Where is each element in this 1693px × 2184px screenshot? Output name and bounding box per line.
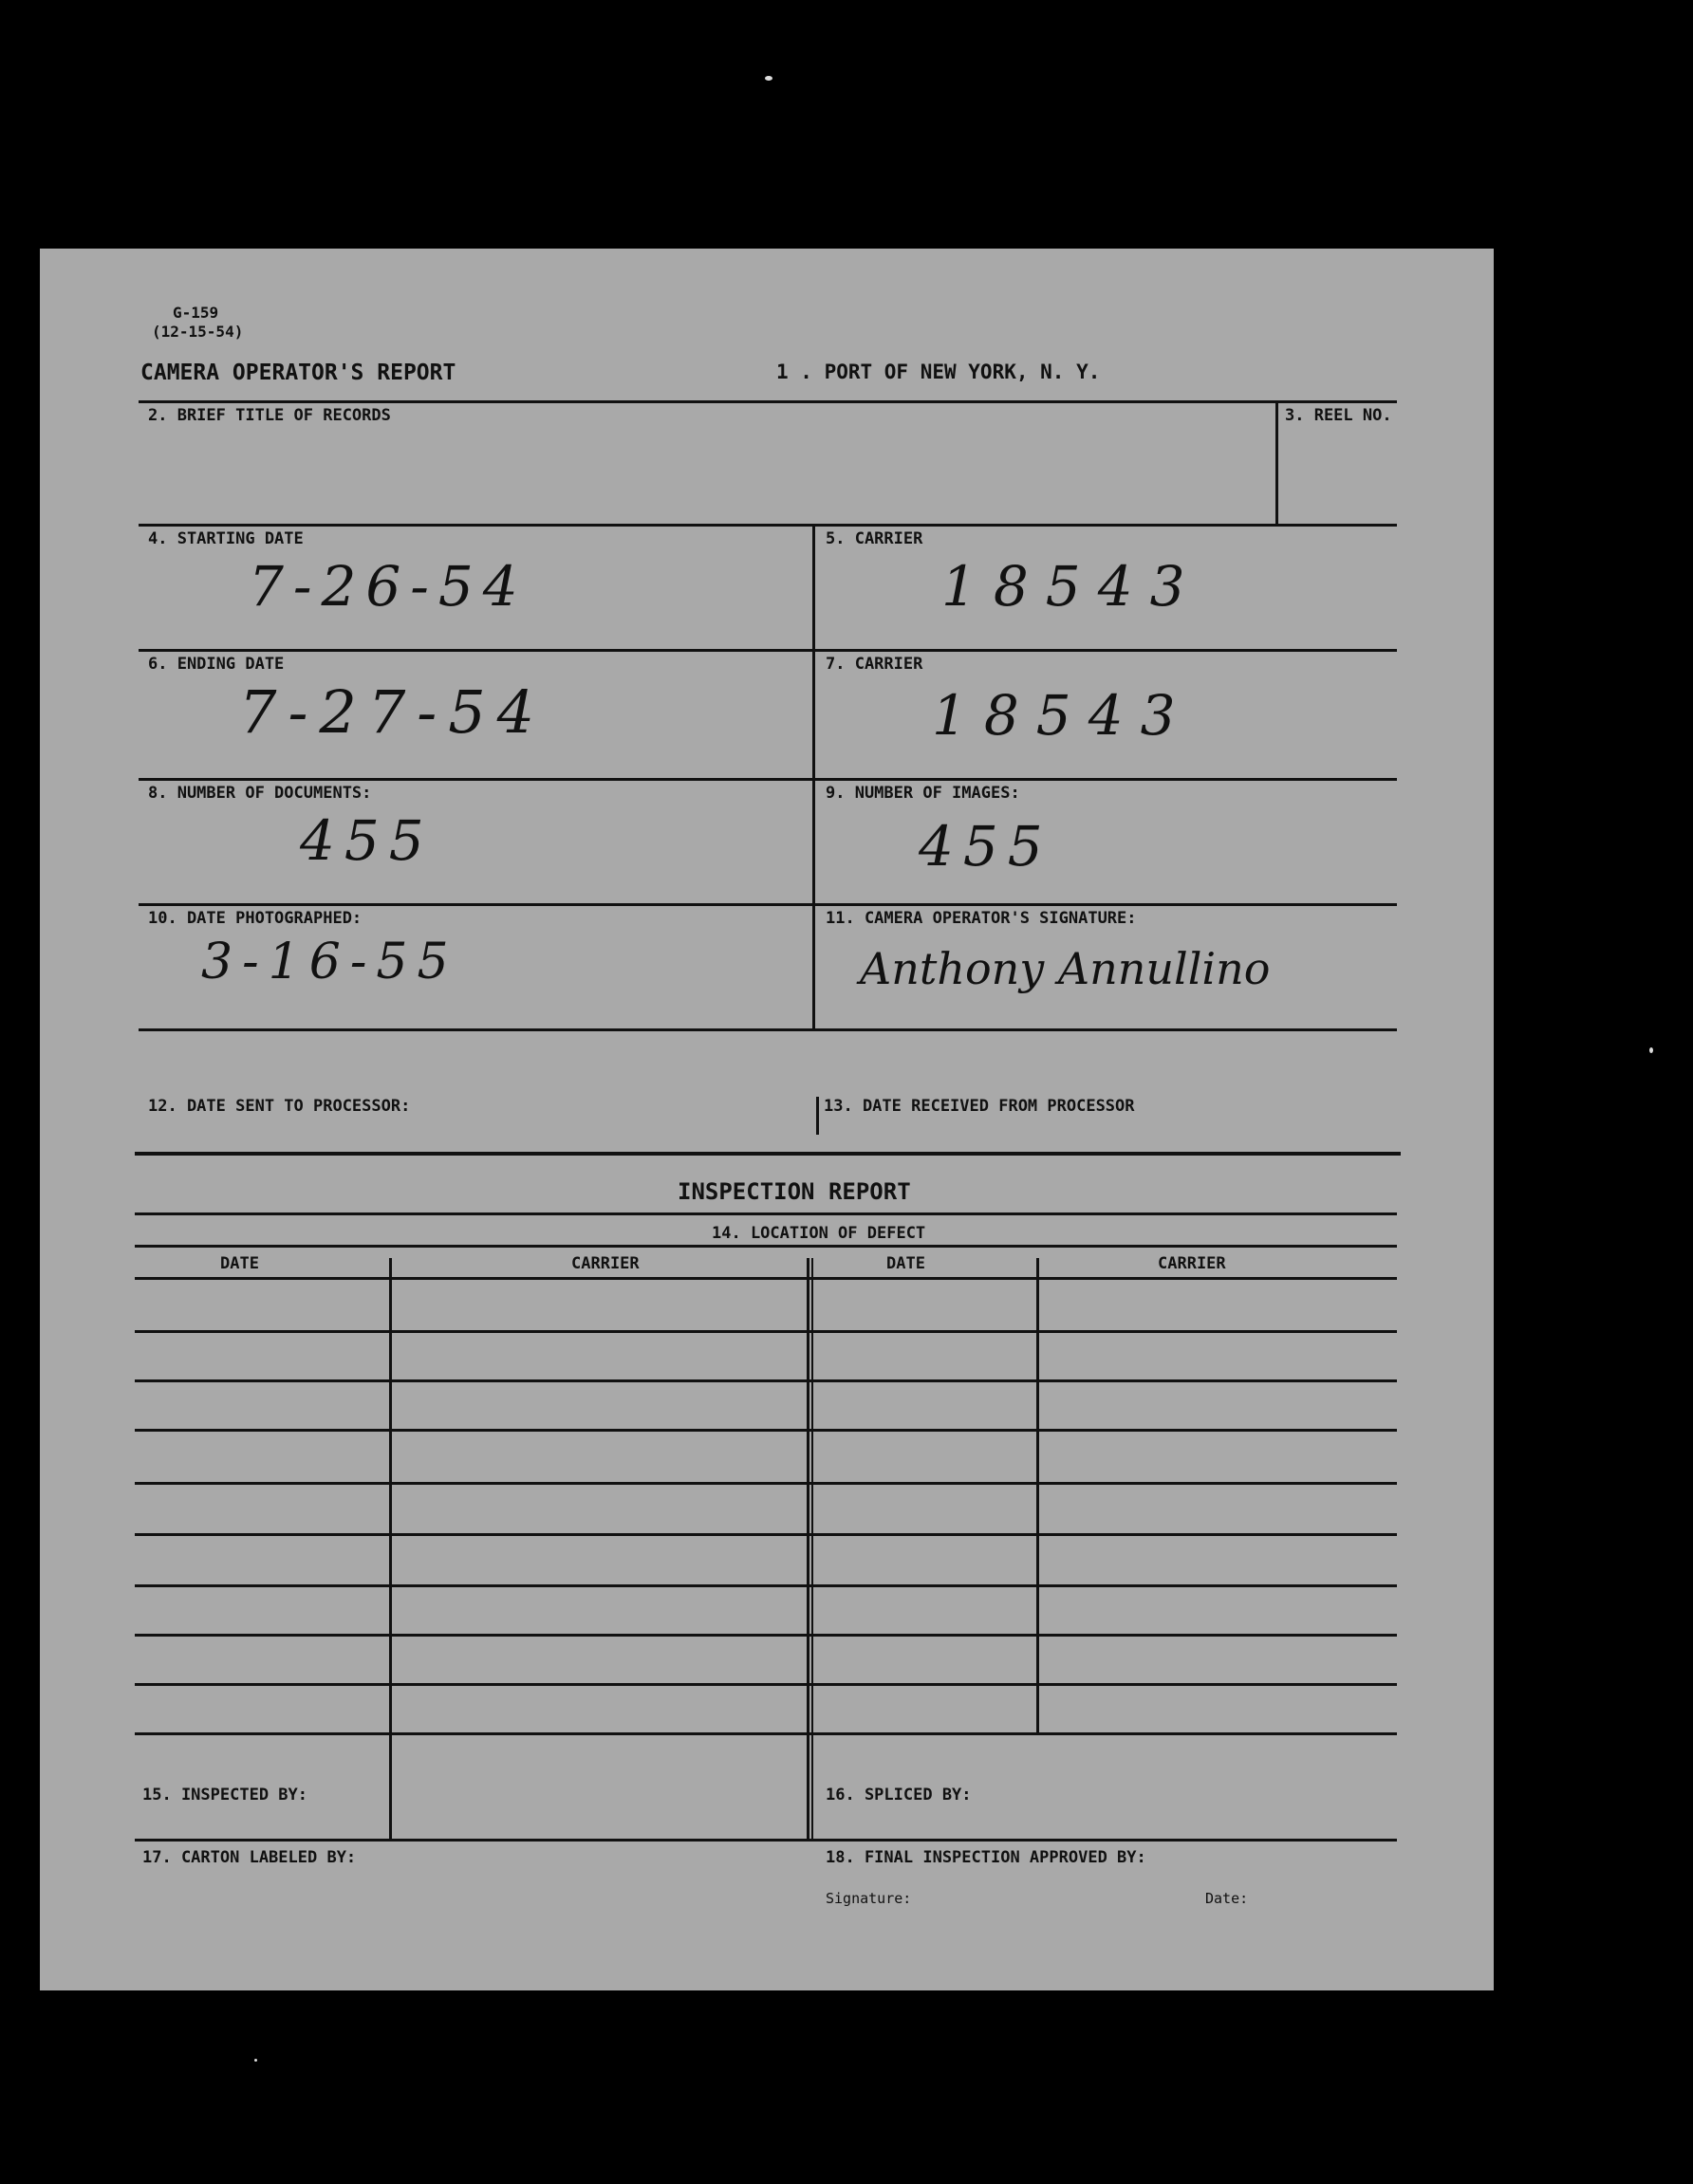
date-sent-to-processor-label: 12. DATE SENT TO PROCESSOR:: [148, 1097, 411, 1116]
number-of-images-label: 9. NUMBER OF IMAGES:: [826, 784, 1020, 803]
date-photographed-label: 10. DATE PHOTOGRAPHED:: [148, 909, 363, 928]
table-row: [135, 1732, 1397, 1735]
inspected-by-label: 15. INSPECTED BY:: [142, 1786, 307, 1805]
date-received-from-processor-label: 13. DATE RECEIVED FROM PROCESSOR: [824, 1097, 1135, 1116]
carrier-5-label: 5. CARRIER: [826, 529, 923, 548]
number-of-documents-label: 8. NUMBER OF DOCUMENTS:: [148, 784, 372, 803]
date-photographed-value: 3-16-55: [201, 934, 458, 990]
form-number: G-159: [173, 304, 219, 322]
signature-label: Signature:: [826, 1890, 912, 1907]
camera-operator-signature-label: 11. CAMERA OPERATOR'S SIGNATURE:: [826, 909, 1137, 928]
carrier-7-value: 18543: [932, 683, 1193, 748]
inspection-report-heading: INSPECTION REPORT: [678, 1178, 911, 1205]
carton-labeled-by-label: 17. CARTON LABELED BY:: [142, 1848, 357, 1867]
port-field: 1 . PORT OF NEW YORK, N. Y.: [776, 361, 1101, 383]
starting-date-value: 7-26-54: [249, 554, 528, 619]
table-row: [135, 1330, 1397, 1333]
form-revision: (12-15-54): [152, 323, 244, 341]
table-row: [135, 1379, 1397, 1382]
table-row: [135, 1533, 1397, 1536]
table-row: [135, 1277, 1397, 1280]
camera-operator-signature: Anthony Annullino: [860, 943, 1271, 994]
reel-no-label: 3. REEL NO.: [1285, 406, 1392, 425]
table-row: [135, 1482, 1397, 1485]
spliced-by-label: 16. SPLICED BY:: [826, 1786, 972, 1805]
form-sheet: [40, 249, 1494, 1990]
carrier-5-value: 18543: [941, 554, 1202, 619]
column-header-carrier-2: CARRIER: [1158, 1254, 1226, 1273]
number-of-images-value: 455: [919, 814, 1052, 879]
form-title: CAMERA OPERATOR'S REPORT: [140, 361, 456, 385]
starting-date-label: 4. STARTING DATE: [148, 529, 304, 548]
carrier-7-label: 7. CARRIER: [826, 655, 923, 674]
column-header-date-2: DATE: [886, 1254, 925, 1273]
table-row: [135, 1683, 1397, 1686]
table-row: [135, 1634, 1397, 1637]
number-of-documents-value: 455: [300, 808, 434, 873]
ending-date-label: 6. ENDING DATE: [148, 655, 285, 674]
column-header-date-1: DATE: [220, 1254, 259, 1273]
brief-title-label: 2. BRIEF TITLE OF RECORDS: [148, 406, 391, 425]
column-header-carrier-1: CARRIER: [571, 1254, 640, 1273]
date-label: Date:: [1205, 1890, 1249, 1907]
final-inspection-label: 18. FINAL INSPECTION APPROVED BY:: [826, 1848, 1146, 1867]
table-row: [135, 1429, 1397, 1432]
location-of-defect-subheading: 14. LOCATION OF DEFECT: [712, 1224, 926, 1243]
ending-date-value: 7-27-54: [239, 677, 547, 747]
table-row: [135, 1584, 1397, 1587]
